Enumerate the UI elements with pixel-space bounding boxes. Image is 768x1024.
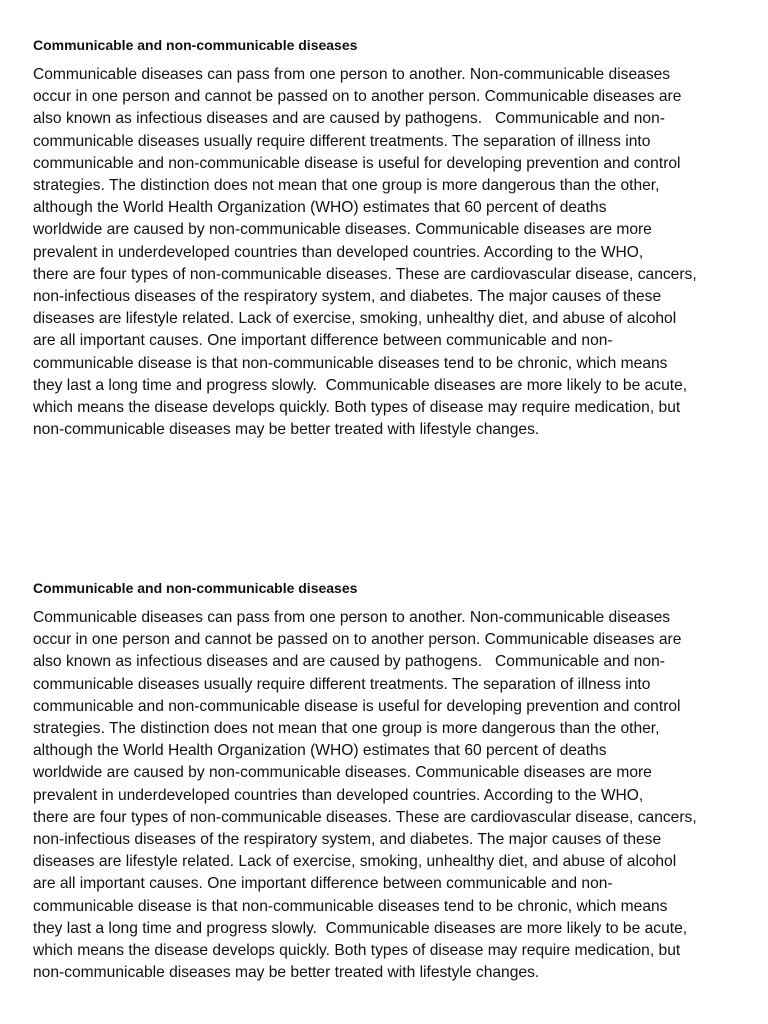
paragraph-line: are all important causes. One important difference between communicable and non- xyxy=(33,332,613,350)
paragraph-line: also known as infectious diseases and are caused by pathogens. Communicable and non- xyxy=(33,110,665,128)
paragraph-line: communicable and non-communicable disease is useful for developing prevention and control xyxy=(33,154,681,172)
paragraph-line: communicable disease is that non-communicable diseases tend to be chronic, which means xyxy=(33,354,668,372)
section-heading: Communicable and non-communicable diseases xyxy=(33,37,358,53)
paragraph-line: diseases are lifestyle related. Lack of exercise, smoking, unhealthy diet, and abuse of alcohol xyxy=(33,853,677,871)
section-paragraph xyxy=(33,607,739,984)
paragraph-line: prevalent in underdeveloped countries than developed countries. According to the WHO, xyxy=(33,243,644,261)
section-paragraph xyxy=(33,64,739,441)
paragraph-line: which means the disease develops quickly. Both types of disease may require medication, but xyxy=(33,942,681,960)
paragraph-line: strategies. The distinction does not mean that one group is more dangerous than the other, xyxy=(33,720,660,738)
paragraph-line: non-communicable diseases may be better treated with lifestyle changes. xyxy=(33,421,540,439)
paragraph-line: occur in one person and cannot be passed on to another person. Communicable diseases are xyxy=(33,631,682,649)
paragraph-line: non-communicable diseases may be better treated with lifestyle changes. xyxy=(33,964,540,982)
paragraph-line: worldwide are caused by non-communicable diseases. Communicable diseases are more xyxy=(33,764,652,782)
paragraph-line: they last a long time and progress slowly. Communicable diseases are more likely to be acute, xyxy=(33,376,688,394)
section-heading: Communicable and non-communicable diseases xyxy=(33,580,358,596)
paragraph-line: non-infectious diseases of the respiratory system, and diabetes. The major causes of these xyxy=(33,831,662,849)
paragraph-line: diseases are lifestyle related. Lack of exercise, smoking, unhealthy diet, and abuse of alcohol xyxy=(33,310,677,328)
paragraph-line: Communicable diseases can pass from one person to another. Non-communicable diseases xyxy=(33,609,671,626)
paragraph-line: Communicable diseases can pass from one person to another. Non-communicable diseases xyxy=(33,66,671,83)
paragraph-line: also known as infectious diseases and are caused by pathogens. Communicable and non- xyxy=(33,653,665,671)
paragraph-line: communicable and non-communicable disease is useful for developing prevention and control xyxy=(33,697,681,715)
document-section-2 xyxy=(33,579,739,984)
paragraph-line: are all important causes. One important difference between communicable and non- xyxy=(33,875,613,893)
paragraph-line: they last a long time and progress slowly. Communicable diseases are more likely to be acute, xyxy=(33,919,688,937)
paragraph-line: non-infectious diseases of the respiratory system, and diabetes. The major causes of these xyxy=(33,288,662,306)
paragraph-line: prevalent in underdeveloped countries than developed countries. According to the WHO, xyxy=(33,786,644,804)
paragraph-line: there are four types of non-communicable diseases. These are cardiovascular disease, cancers, xyxy=(33,808,697,826)
paragraph-line: there are four types of non-communicable diseases. These are cardiovascular disease, cancers, xyxy=(33,265,697,283)
paragraph-line: although the World Health Organization (WHO) estimates that 60 percent of deaths xyxy=(33,742,607,760)
paragraph-line: which means the disease develops quickly. Both types of disease may require medication, but xyxy=(33,399,681,417)
paragraph-line: occur in one person and cannot be passed on to another person. Communicable diseases are xyxy=(33,88,682,106)
paragraph-line: although the World Health Organization (WHO) estimates that 60 percent of deaths xyxy=(33,199,607,217)
paragraph-line: communicable disease is that non-communicable diseases tend to be chronic, which means xyxy=(33,897,668,915)
paragraph-line: strategies. The distinction does not mean that one group is more dangerous than the other, xyxy=(33,177,660,195)
paragraph-line: communicable diseases usually require different treatments. The separation of illness into xyxy=(33,675,651,693)
document-section-1 xyxy=(33,36,739,441)
paragraph-line: worldwide are caused by non-communicable diseases. Communicable diseases are more xyxy=(33,221,652,239)
paragraph-line: communicable diseases usually require different treatments. The separation of illness into xyxy=(33,132,651,150)
